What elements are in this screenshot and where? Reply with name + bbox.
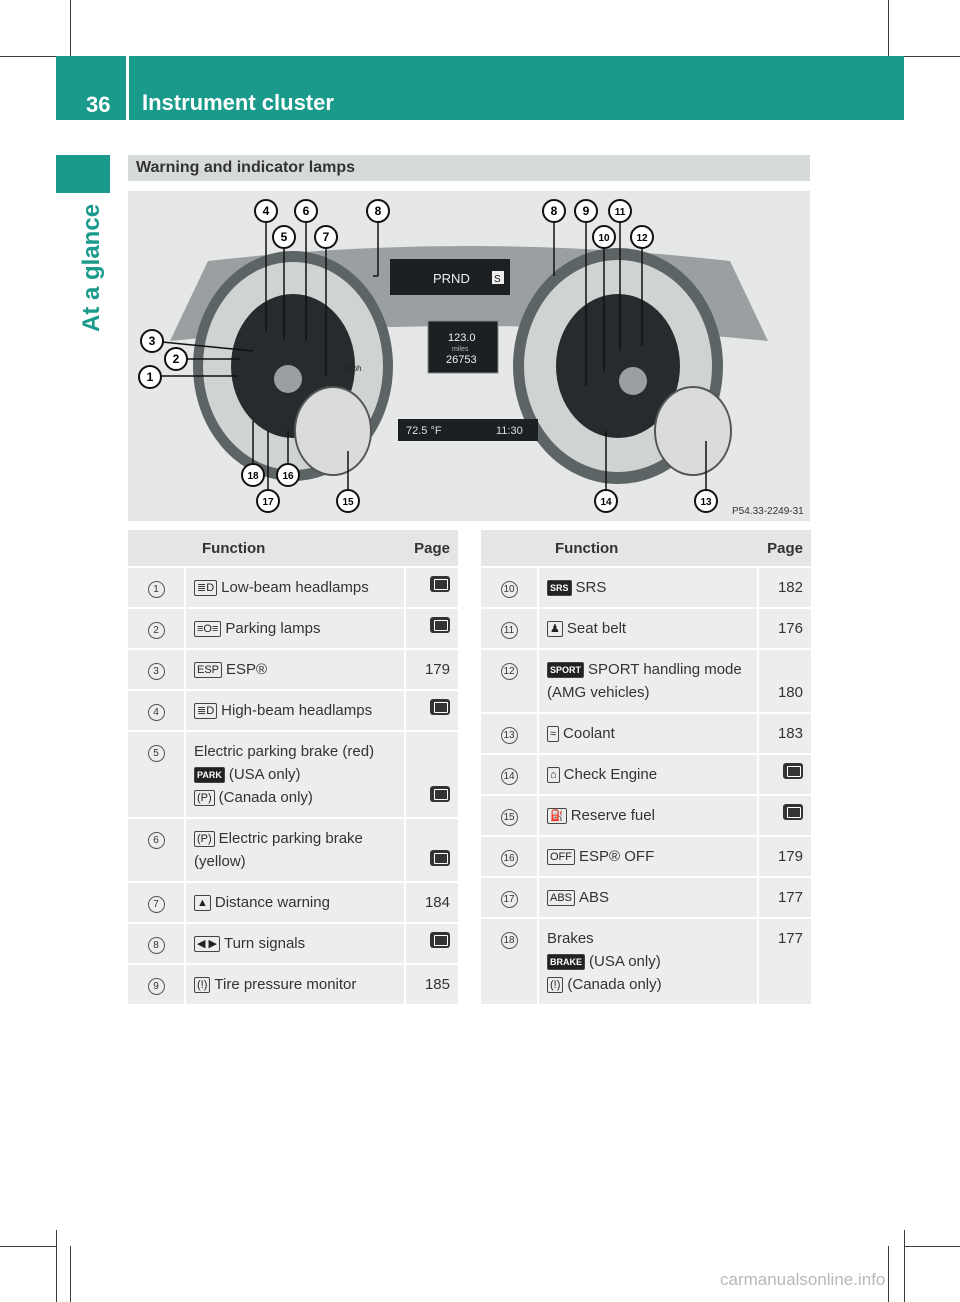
table-row [481,796,811,835]
odometer-total: 26753 [446,354,477,366]
row-page: 183 [759,714,811,753]
table-row [128,819,458,881]
svg-text:18: 18 [247,471,259,482]
row-label: Electric parking brake (red) [194,743,375,760]
row-label: Electric parking brake (yellow) [194,830,363,870]
svg-text:15: 15 [342,497,354,508]
brake-warning-icon: (!) [547,977,563,993]
crop-mark [56,1230,57,1302]
svg-text:7: 7 [322,230,330,244]
function-table-left [128,528,458,1006]
row-number: 3 [148,663,165,680]
check-engine-icon: ⌂ [547,767,560,783]
side-tab-label: At a glance [78,203,105,332]
operators-manual-icon [430,576,450,592]
column-header-function: Function [537,530,759,566]
tire-pressure-icon: (!) [194,977,210,993]
row-label: Tire pressure monitor [214,976,357,993]
crop-mark [888,1246,889,1302]
svg-text:12: 12 [636,233,648,244]
row-number: 14 [501,768,518,785]
crop-mark [904,56,960,57]
row-number: 1 [148,581,165,598]
callout-2 [165,348,187,370]
svg-text:8: 8 [550,204,558,218]
crop-mark [0,56,56,57]
row-label: ESP® [226,661,268,678]
figure-code: P54.33-2249-31 [732,506,804,517]
row-page: 182 [759,568,811,607]
table-row [128,732,458,817]
row-label: SPORT handling mode (AMG vehicles) [547,661,742,701]
row-label: Check Engine [563,766,658,783]
parking-brake-icon: (P) [194,790,215,806]
speed-unit: mph [346,364,362,373]
row-label: Brakes [547,930,594,947]
crop-mark [888,0,889,56]
clock: 11:30 [496,425,523,437]
gear-display: PRND [433,271,470,286]
crop-mark [70,0,71,56]
seat-belt-icon: ♟ [547,621,563,637]
row-label: Low-beam headlamps [221,579,369,596]
row-page: 179 [759,837,811,876]
row-label: Coolant [563,725,615,742]
table-row [481,714,811,753]
svg-text:9: 9 [582,204,590,218]
watermark: carmanualsonline.info [720,1270,886,1289]
operators-manual-icon [430,932,450,948]
abs-icon: ABS [547,890,575,906]
page-number: 36 [86,92,111,117]
header-separator [126,56,129,120]
row-number: 8 [148,937,165,954]
table-row [481,837,811,876]
table-row [128,883,458,922]
coolant-icon: ≈ [547,726,559,742]
callout-9 [575,200,597,222]
svg-text:5: 5 [280,230,288,244]
column-header-page: Page [406,530,458,566]
callout-7 [315,226,337,248]
row-page: 185 [406,965,458,1004]
callout-18 [242,464,264,486]
table-row [128,568,458,607]
row-number: 6 [148,832,165,849]
row-label: Parking lamps [225,620,321,637]
svg-text:11: 11 [614,207,626,218]
svg-text:6: 6 [302,204,310,218]
operators-manual-icon [430,699,450,715]
callout-5 [273,226,295,248]
table-row [481,568,811,607]
parking-lamps-icon: ≡O≡ [194,621,221,637]
callout-17 [257,490,279,512]
row-page: 176 [759,609,811,648]
row-number: 5 [148,745,165,762]
low-beam-icon: ≣D [194,580,217,596]
operators-manual-icon [430,850,450,866]
callout-3 [141,330,163,352]
callout-16 [277,464,299,486]
svg-text:4: 4 [262,204,270,218]
callout-15 [337,490,359,512]
row-number: 4 [148,704,165,721]
side-tab-block [56,155,110,193]
row-number: 17 [501,891,518,908]
row-number: 10 [501,581,518,598]
distance-warning-icon: ▲ [194,895,211,911]
row-label: Seat belt [566,620,627,637]
row-page: 177 [759,919,811,1004]
row-number: 2 [148,622,165,639]
callout-8-left [367,200,389,222]
svg-text:2: 2 [172,352,180,366]
row-number: 11 [501,622,518,639]
fuel-pump-icon: ⛽ [547,808,567,824]
callout-1 [139,366,161,388]
table-row [128,609,458,648]
callout-10 [593,226,615,248]
table-row [481,919,811,1004]
row-sublabel: (USA only) [589,953,661,970]
svg-text:8: 8 [374,204,382,218]
turn-signal-icon: ◀ ▶ [194,936,220,952]
column-header-page: Page [759,530,811,566]
row-label: ABS [579,889,610,906]
svg-text:3: 3 [148,334,156,348]
row-page: 180 [759,650,811,712]
operators-manual-icon [430,617,450,633]
row-sublabel: (USA only) [228,766,301,783]
svg-text:13: 13 [700,497,712,508]
row-number: 15 [501,809,518,826]
esp-icon: ESP [194,662,222,678]
svg-text:10: 10 [598,233,610,244]
table-row [481,878,811,917]
crop-mark [0,1246,56,1247]
row-number: 16 [501,850,518,867]
svg-text:17: 17 [262,497,274,508]
table-row [128,691,458,730]
crop-mark [70,1246,71,1302]
callout-6 [295,200,317,222]
row-number: 13 [501,727,518,744]
operators-manual-icon [783,804,803,820]
park-icon: PARK [194,767,225,783]
row-page: 179 [406,650,458,689]
operators-manual-icon [783,763,803,779]
callout-8-right [543,200,565,222]
svg-text:16: 16 [282,471,294,482]
row-number: 18 [501,932,518,949]
callout-11 [609,200,631,222]
callout-13 [695,490,717,512]
high-beam-icon: ≣D [194,703,217,719]
page-header [56,56,904,120]
svg-text:14: 14 [600,497,612,508]
esp-off-icon: OFF [547,849,575,865]
odometer-unit: miles [452,346,469,353]
row-label: Distance warning [214,894,330,911]
row-number: 12 [501,663,518,680]
srs-icon: SRS [547,580,572,596]
callout-12 [631,226,653,248]
row-page: 184 [406,883,458,922]
sport-icon: SPORT [547,662,584,678]
crop-mark [904,1246,960,1247]
instrument-cluster-figure [128,191,810,521]
row-label: Reserve fuel [570,807,655,824]
row-label: ESP® OFF [579,848,655,865]
row-sublabel: (Canada only) [218,789,313,806]
svg-text:1: 1 [146,370,154,384]
table-row [128,650,458,689]
temperature: 72.5 °F [406,425,442,437]
table-row [481,650,811,712]
row-label: High-beam headlamps [221,702,373,719]
row-number: 9 [148,978,165,995]
table-row [128,924,458,963]
crop-mark [904,1230,905,1302]
odometer-trip: 123.0 [448,332,476,344]
page-title: Instrument cluster [142,90,334,115]
row-sublabel: (Canada only) [567,976,662,993]
row-page: 177 [759,878,811,917]
column-header-function: Function [184,530,406,566]
function-table-right [481,528,811,1006]
section-heading [128,155,810,181]
operators-manual-icon [430,786,450,802]
row-label: Turn signals [223,935,306,952]
parking-brake-icon: (P) [194,831,215,847]
callout-14 [595,490,617,512]
gear-s: S [494,274,501,285]
table-row [128,965,458,1004]
cluster-illustration [128,191,810,521]
row-number: 7 [148,896,165,913]
row-label: SRS [575,579,607,596]
section-title: Warning and indicator lamps [136,159,355,176]
table-row [481,755,811,794]
table-row [481,609,811,648]
callout-4 [255,200,277,222]
brake-icon: BRAKE [547,954,585,970]
